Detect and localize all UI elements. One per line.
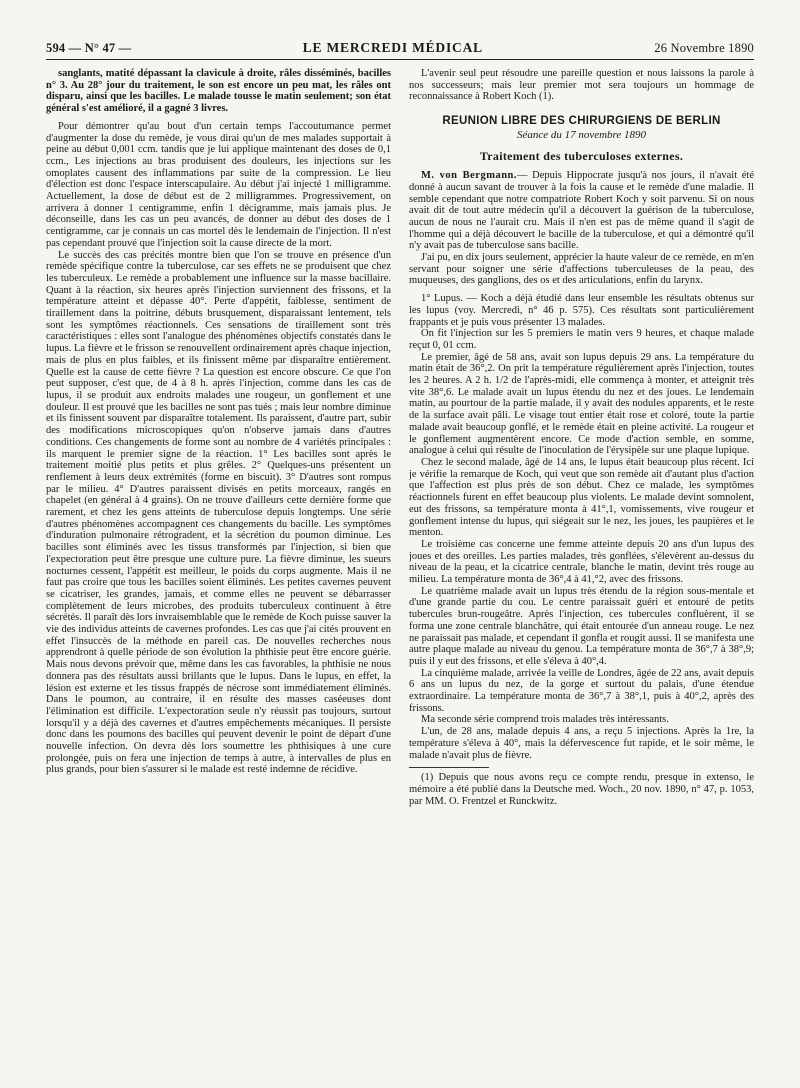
case-summary: sanglants, matité dépassant la clavicule à droite, râles disséminés, bacilles n° 3. Au 28° jour du traitement, le son est encore un peu mat, les râles ont disparu, ainsi que les bacilles. Le malade tousse le matin seulement; son état général s'est amélioré, il a gagné 3 livres. — [46, 68, 391, 115]
footnote-divider — [409, 767, 489, 768]
paragraph: 1° Lupus. — Koch a déjà étudié dans leur ensemble les résultats obtenus sur les lupus (voy. Mercredi, n° 46 p. 575). Ces résultats sont particulièrement frappants et je puis vous présenter 13 malades. — [409, 293, 754, 328]
section-title: REUNION LIBRE DES CHIRURGIENS DE BERLIN — [442, 115, 721, 128]
text-columns — [46, 68, 754, 1088]
paragraph: Le troisième cas concerne une femme atteinte depuis 20 ans d'un lupus des joues et des oreilles. Les parties malades, très gonflées, s'élevèrent au-dessus du niveau de la peau, et la cicatrice centrale, blanche le matin, devint très rouge au milieu. La température monta de 36°,4 à 41,°2, avec des frissons. — [409, 538, 754, 586]
page-number: 594 — N° 47 — — [46, 41, 132, 55]
paragraph: Ma seconde série comprend trois malades très intéressants. — [421, 714, 669, 726]
page-header — [46, 40, 754, 60]
paragraph: Pour démontrer qu'au bout d'un certain temps l'accoutumance permet d'augmenter la dose du remède, je vous dirai qu'un de mes malades supportait à peine au début 0,001 ccm. tandis que je lui applique maintenant des doses de 0,1 ccm., Les injections au bras produisent des douleurs, les injections sur les omoplates causent des inflammations par suite de la compression. Le lieu d'élection est donc l'espace interscapulaire. Au début j'ai injecté 1 milligramme. Actuellement, la dose de début est de 2 milligrammes. Progressivement, on arrivera à donner 1 centigramme, enfin 1 décigramme, mais jamais plus. Je déconseille, dans les cas un peu avancés, de donner au début des doses de 1 centigramme, car je connais un cas mortel dès le lendemain de l'injection. Il n'est pas cependant prouvé que l'injection soit la cause directe de la mort. — [46, 120, 391, 249]
paragraph: Le premier, âgé de 58 ans, avait son lupus depuis 29 ans. La température du matin était de 36°,2. On prit la température régulièrement après l'injection, toutes les 2 heures. A 2 h. 1/2 de l'après-midi, elle commença à monter, et atteignit très vite 38°,6. Le malade avait un lupus étendu du nez et des joues. Le lendemain matin, au pourtour de la partie malade, il y avait des nodules apparents, et le reste de la surface avait pâli. Le visage tout entier était rose et coloré, toute la partie malade avait beaucoup gonflé, et le remède était en pleine activité. La rougeur et le gonflement augmentèrent encore. Ce mode d'action semble, en somme, analogue à celui qui résulte de l'inoculation de l'érysipèle sur une plaque lupique. — [409, 351, 754, 457]
paragraph: Chez le second malade, âgé de 14 ans, le lupus était beaucoup plus récent. Ici je vérifie la remarque de Koch, qui veut que son remède ait d'autant plus d'action que l'affection est plus près de son début. Chez ce malade, les symptômes réactionnels furent en effet beaucoup plus violents. Le malade devint somnolent, eut des frissons, sa température monta à 41°,1, vomissements, vive rougeur et gonflement intense du lupus, qui siégeait sur le nez, les joues, les paupières et le menton. — [409, 456, 754, 539]
publication-title: LE MERCREDI MÉDICAL — [302, 40, 483, 55]
paragraph: La cinquième malade, arrivée la veille de Londres, âgée de 22 ans, avait depuis 6 ans un lupus du nez, de la gorge et surtout du palais, d'une étendue extraordinaire. La température monta de 36°,7 à 38°,1, puis à 40°,2, après des frissons. — [409, 667, 754, 714]
paragraph: Le succès des cas précités montre bien que l'on se trouve en présence d'un remède spécifique contre la tuberculose, car ses effets ne se produisent que chez les tuberculeux. Le remède a probablement une influence sur la masse bacillaire. Quant à la réaction, six heures après l'injection surviennent des frissons, et la température atteint et dépasse 40°. Perte d'appétit, faiblesse, sentiment de tiraillement dans la poitrine, débuts brusquement, disparaissant lentement, tels sont les symptômes réactionnels. Ces sensations de tiraillement sont très caractéristiques : elles sont l'analogue des phénomènes objectifs constatés dans le lupus. La fièvre et le frisson se renouvellent ordinairement après chaque injection, mais de plus en plus faibles, et ils finissent même par disparaître entièrement. Quelle est la cause de cette fièvre ? La question est encore obscure. Ce que l'on peut supposer, c'est que, de 4 à 8 h. après l'injection, comme dans les cas de lupus, il se produit aux endroits malades une rougeur, un gonflement et une douleur. Il est prouvé que les bacilles ne sont pas tués ; mais leur nombre diminue et ils finissent souvent par disparaître totalement. Ils paraissent, d'autre part, subir des modifications microscopiques qu'on n'observe jamais dans d'autres conditions. Ces changements de forme sont au nombre de 4 variétés principales : ils marquent le premier signe de la réaction. 1° Les bacilles sont après le traitement moitié plus petits et plus grêles. 2° Quelques-uns présentent un renflement à leurs deux extrémités (forme en biscuit). 3° D'autres sont rompus par le milieu. 4° D'autres paraissent divisés en petits morceaux, rangés en chapelet (en général à 4 grains). On ne trouve d'ailleurs cette dernière forme que rarement, et chez les gens atteints de tuberculose depuis longtemps. Une série d'autres phénomènes accompagnent ces changements du bacille. Les symptômes d'induration pulmonaire rétrogradent, et la sécrétion du poumon diminue. Les bacilles sont éliminés avec les tissus transformés par l'injection, si bien que l'expectoration peut être presque une culture pure. La fièvre diminue, les sueurs nocturnes cessent, l'appétit est meilleur, le poids du corps augmente. Mais il ne faut pas croire que tous les bacilles soient éliminés. Les petites cavernes peuvent se cicatriser, les grandes, jamais, et comme elles ne peuvent se débarrasser complètement de leurs microbes, des produits tuberculeux continuent à être sécrétés. Il paraît dès lors invraisemblable que le remède de Koch puisse sauver la vie des individus atteints de cavernes profondes. Les cas que j'ai cités prouvent en effet l'insuccès de la méthode en pareil cas. De nouvelles recherches nous apprendront à quelle période de son évolution la phthisie peut être encore guérie. Mais nous devons prévoir que, même dans les cas favorables, la phthisie ne nous donnera pas des résultats aussi brillants que le lupus. Dans le lupus, en effet, la lésion est externe et les tissus frappés de nécrose sont immédiatement éliminés. Dans le poumon, au contraire, il en résulte des masses caséeuses dont l'élimination est difficile. L'expectoration seule n'y réussit pas toujours, surtout lorsqu'il y a déjà des cavernes et d'autres empêchements mécaniques. Il persiste donc dans les poumons des bacilles qui peuvent devenir le point de départ d'une nouvelle infection. On devra dès lors soumettre les phthisiques à une cure prolongée, puis on fera une injection de temps à autre, à intervalles de plus en plus grands, pour bien s'assurer si le malade est resté indemne de récidive. — [46, 249, 391, 776]
paragraph — [409, 170, 754, 252]
right-column — [409, 68, 754, 1088]
article-subtitle: Traitement des tuberculoses externes. — [479, 149, 684, 164]
paragraph: L'avenir seul peut résoudre une pareille question et nous laissons la parole à nos successeurs; mais leur premier mot sera toujours un hommage de reconnaissance à Robert Koch (1). — [409, 68, 754, 103]
paragraph: On fit l'injection sur les 5 premiers le matin vers 9 heures, et chaque malade reçut 0, 01 ccm. — [409, 328, 754, 351]
paragraph: Le quatrième malade avait un lupus très étendu de la région sous-mentale et d'une grande partie du cou. Le centre paraissait guéri et entouré de petits tubercules brun-rougeâtre. Après l'injection, ces tubercules confluèrent, il se forma une zone centrale blanchâtre, qui était entourée d'un anneau rouge. Le nez ne paraissait pas malade, et cependant il gonfla et rougit aussi. Il se manifesta une autre plaque malade au niveau du genou. La température monta de 36°,7 à 38°,9; puis il y eut des frissons, et elle s'éleva à 40°,4. — [409, 585, 754, 667]
issue-date: 26 Novembre 1890 — [654, 41, 754, 55]
footnote: (1) Depuis que nous avons reçu ce compte rendu, presque in extenso, le mémoire a été publié dans la Deutsche med. Woch., 20 nov. 1890, n° 47, p. 1053, par MM. O. Frentzel et Runckwitz. — [409, 772, 754, 807]
speaker-name: M. von Bergmann. — [421, 170, 517, 182]
paragraph: L'un, de 28 ans, malade depuis 4 ans, a reçu 5 injections. Après la 1re, la température s'éleva à 40°, mais la défervescence fut rapide, et le soir même, le malade n'avait plus de fièvre. — [409, 726, 754, 761]
left-column — [46, 68, 391, 1088]
speaker-text: — Depuis Hippocrate jusqu'à nos jours, il n'avait été donné à aucun savant de trouver à la fois la cause et le remède d'une maladie. Il semble cependant que notre compatriote Robert Koch y soit parvenu. Si on nous avait dit de tout autre médecin qu'il a découvert la guérison de la tuberculose, aucun de nous ne l'aurait cru. Mais il n'en est pas de même quand il s'agit de l'homme qui a déjà découvert le bacille de la tuberculose, et qui a démontré qu'il n'y avait pas de tuberculose sans bacille. — [409, 170, 754, 252]
paragraph: J'ai pu, en dix jours seulement, apprécier la haute valeur de ce remède, en m'en servant pour soigner une série d'affections tuberculeuses de la peau, des muqueuses, des ganglions, des os et des articulations, enfin du larynx. — [409, 252, 754, 287]
session-date: Séance du 17 novembre 1890 — [516, 129, 647, 142]
